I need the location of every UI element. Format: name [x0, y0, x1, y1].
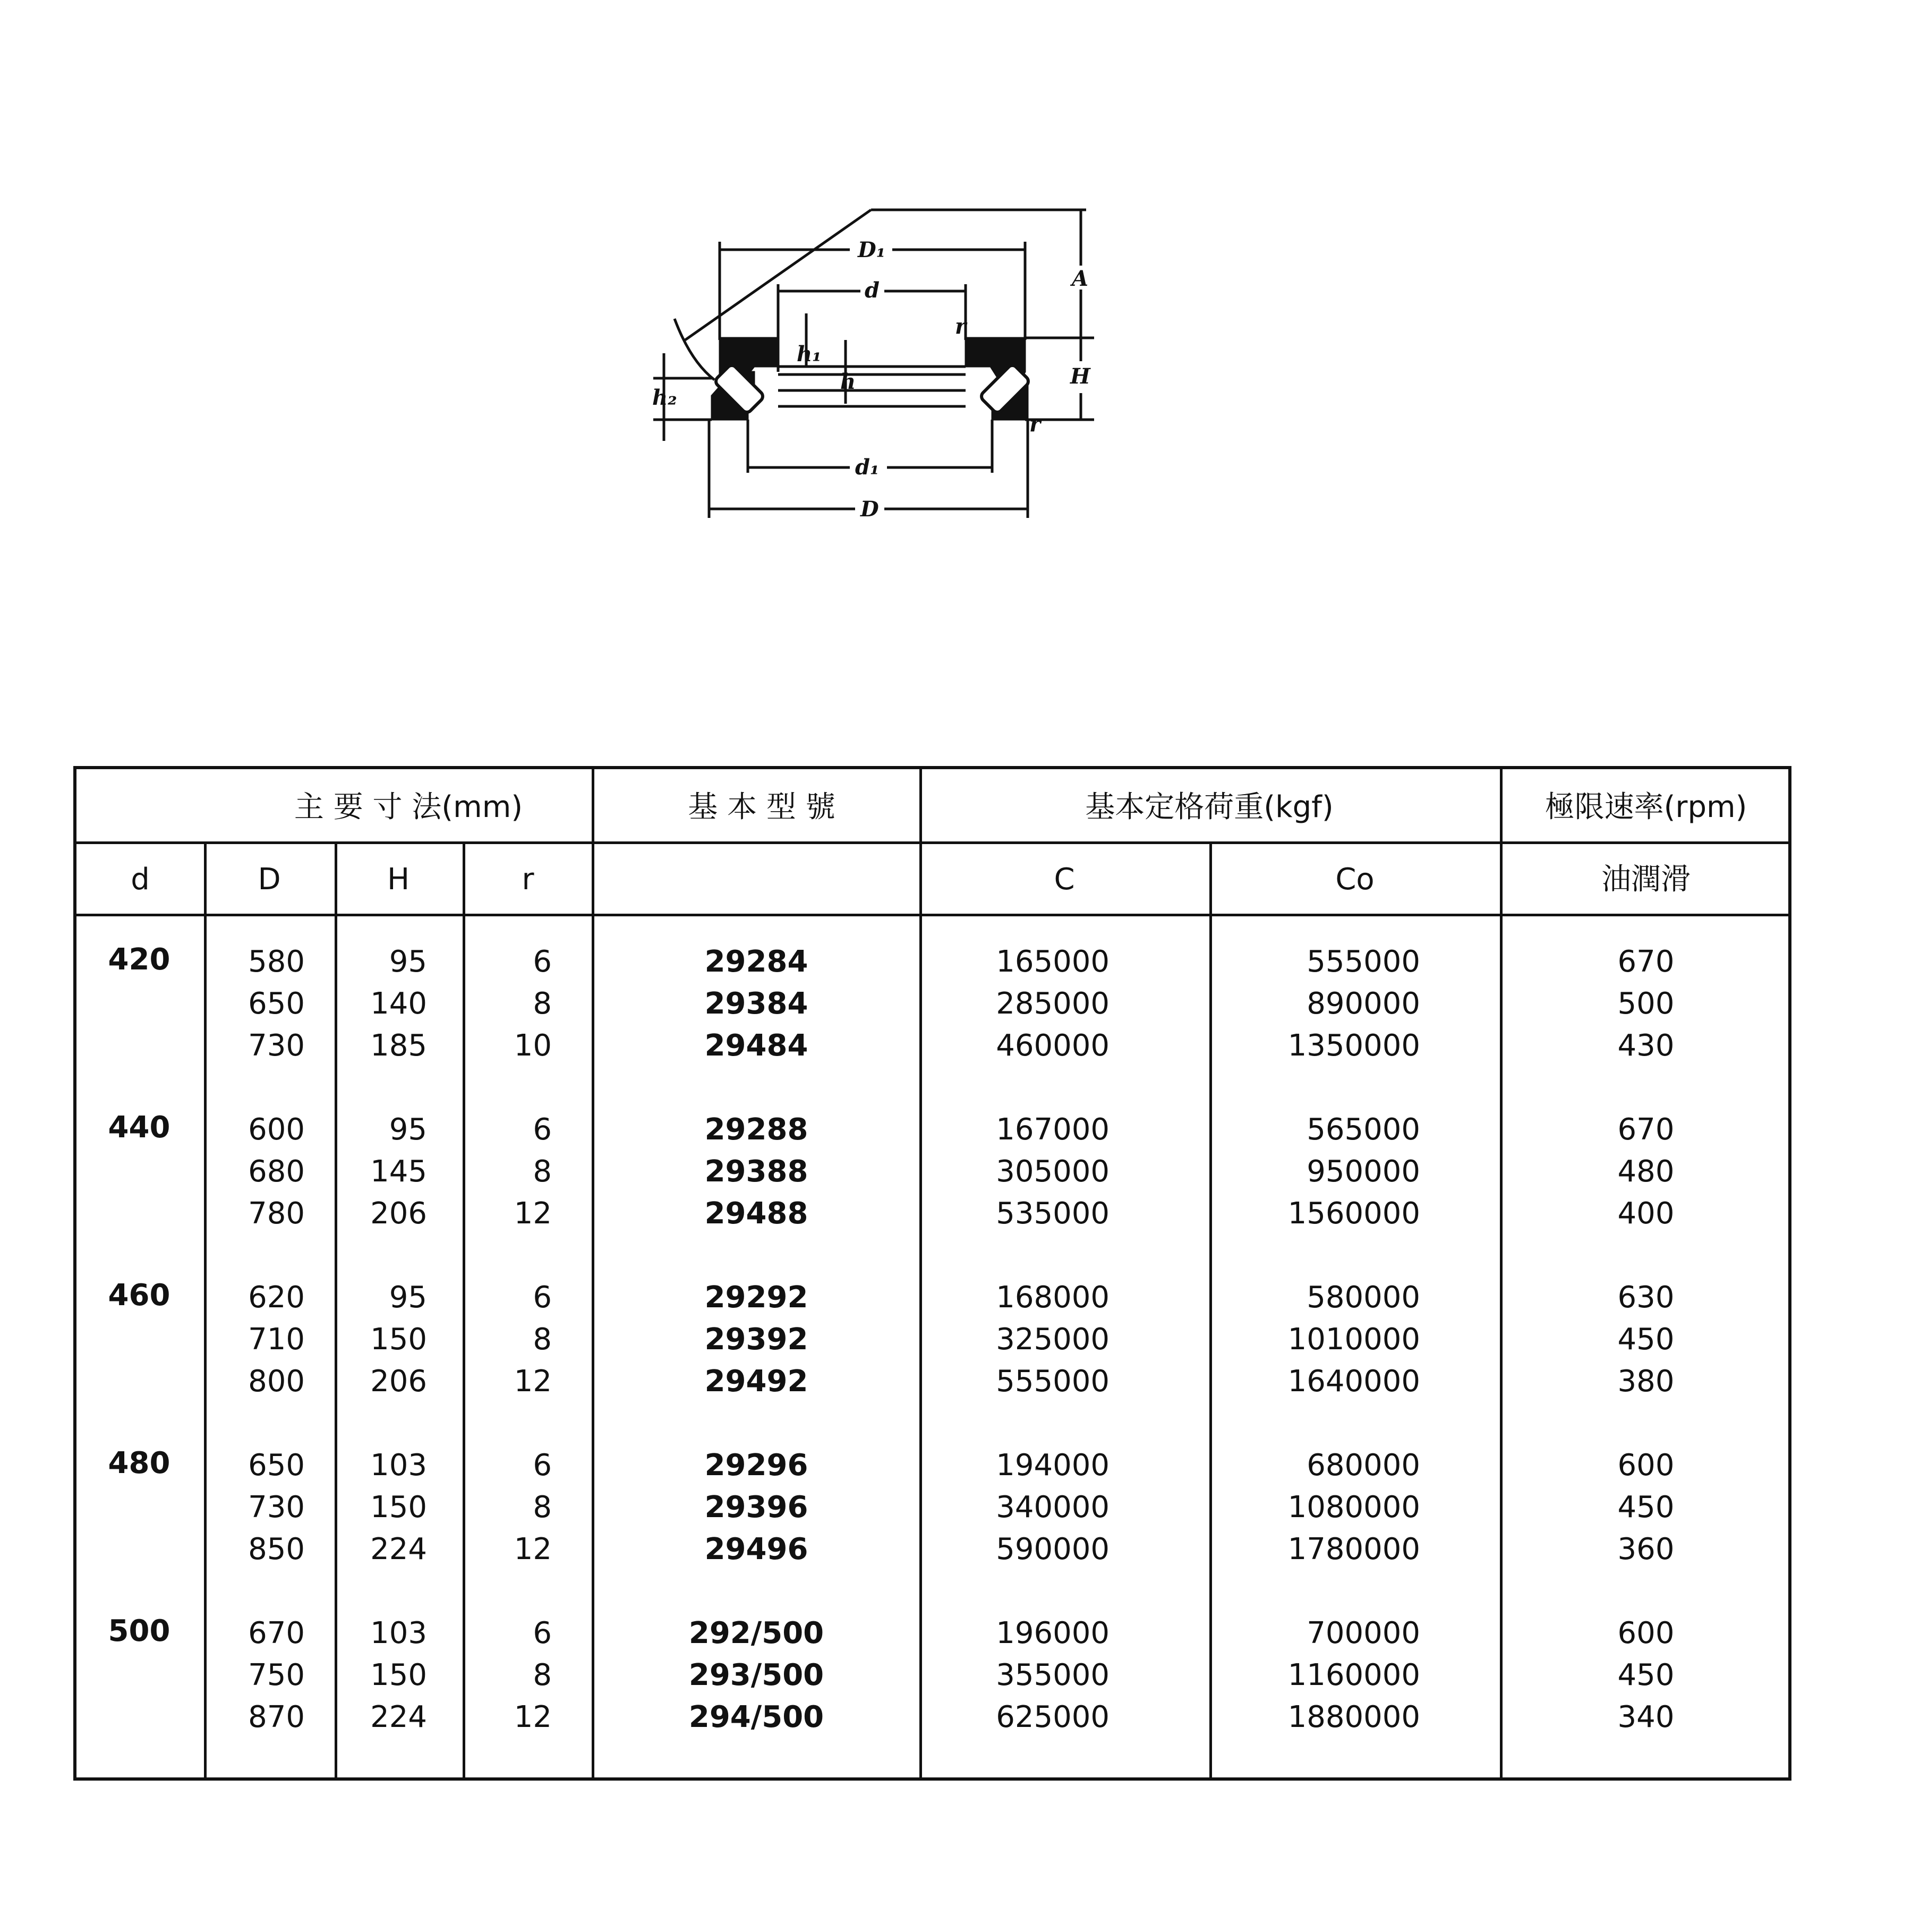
- cell-d: 420: [108, 942, 170, 977]
- cell-Co: 1080000: [1287, 1490, 1420, 1525]
- label-h2: h₂: [652, 385, 677, 410]
- cell-C: 196000: [996, 1616, 1110, 1650]
- subheader-H: H: [387, 862, 410, 897]
- cell-H: 150: [370, 1658, 427, 1692]
- cell-C: 194000: [996, 1448, 1110, 1483]
- cell-Co: 565000: [1307, 1112, 1420, 1147]
- cell-D: 680: [248, 1154, 305, 1189]
- cell-D: 580: [248, 944, 305, 979]
- cell-model: 29384: [704, 986, 808, 1021]
- cell-D: 750: [248, 1658, 305, 1692]
- label-D: D: [860, 497, 879, 522]
- cell-model: 29296: [704, 1448, 808, 1483]
- cell-d: 460: [108, 1278, 170, 1313]
- cell-C: 590000: [996, 1532, 1110, 1567]
- cell-H: 140: [370, 986, 427, 1021]
- cell-D: 730: [248, 1028, 305, 1063]
- cell-d: 500: [108, 1614, 170, 1648]
- cell-r: 8: [533, 986, 552, 1021]
- cell-H: 95: [389, 1112, 427, 1147]
- cell-D: 620: [248, 1280, 305, 1315]
- cell-speed: 630: [1617, 1280, 1675, 1315]
- label-A: A: [1072, 266, 1089, 291]
- sphere-arc: [675, 319, 714, 380]
- cell-model: 29392: [704, 1322, 808, 1357]
- cell-D: 650: [248, 986, 305, 1021]
- subheader-d: d: [131, 862, 150, 897]
- cell-r: 6: [533, 1448, 552, 1483]
- cell-H: 224: [370, 1532, 427, 1567]
- subheader-oil-lubrication: 油潤滑: [1601, 862, 1691, 897]
- label-D1: D₁: [858, 237, 886, 262]
- cell-D: 650: [248, 1448, 305, 1483]
- cell-r: 6: [533, 944, 552, 979]
- cell-model: 29292: [704, 1280, 808, 1315]
- cell-model: 292/500: [688, 1616, 824, 1650]
- cell-D: 850: [248, 1532, 305, 1567]
- cell-Co: 1780000: [1287, 1532, 1420, 1567]
- cell-r: 12: [514, 1364, 552, 1399]
- label-r-bottom: r: [1029, 412, 1041, 437]
- subheader-Co: Co: [1335, 862, 1375, 897]
- cell-r: 8: [533, 1322, 552, 1357]
- cell-D: 800: [248, 1364, 305, 1399]
- cell-C: 285000: [996, 986, 1110, 1021]
- cell-r: 12: [514, 1532, 552, 1567]
- cell-H: 224: [370, 1700, 427, 1734]
- cell-speed: 670: [1617, 944, 1675, 979]
- header-main-dimensions: 主 要 寸 法(mm): [294, 790, 523, 824]
- cell-model: 293/500: [688, 1658, 824, 1692]
- cell-model: 29496: [704, 1532, 808, 1567]
- label-d1: d₁: [855, 455, 880, 480]
- cell-Co: 1560000: [1287, 1196, 1420, 1231]
- cell-speed: 450: [1617, 1322, 1675, 1357]
- cell-Co: 680000: [1307, 1448, 1420, 1483]
- cell-d: 480: [108, 1446, 170, 1480]
- col-rule-d: [204, 841, 207, 1777]
- cell-r: 6: [533, 1616, 552, 1650]
- cell-model: 294/500: [688, 1700, 824, 1734]
- subheader-r: r: [522, 862, 534, 897]
- cell-D: 710: [248, 1322, 305, 1357]
- col-rule-r: [592, 769, 594, 1777]
- cell-Co: 950000: [1307, 1154, 1420, 1189]
- cell-r: 8: [533, 1154, 552, 1189]
- label-h: h: [840, 369, 856, 394]
- cell-speed: 600: [1617, 1616, 1675, 1650]
- col-rule-Co: [1500, 769, 1503, 1777]
- cell-model: 29388: [704, 1154, 808, 1189]
- cell-model: 29492: [704, 1364, 808, 1399]
- cell-C: 325000: [996, 1322, 1110, 1357]
- cell-r: 12: [514, 1196, 552, 1231]
- cell-speed: 430: [1617, 1028, 1675, 1063]
- cell-Co: 700000: [1307, 1616, 1420, 1650]
- cell-speed: 380: [1617, 1364, 1675, 1399]
- cell-speed: 480: [1617, 1154, 1675, 1189]
- cell-model: 29396: [704, 1490, 808, 1525]
- header-basic-model: 基 本 型 號: [688, 790, 835, 824]
- cell-C: 555000: [996, 1364, 1110, 1399]
- cell-speed: 450: [1617, 1658, 1675, 1692]
- cell-C: 167000: [996, 1112, 1110, 1147]
- cell-Co: 890000: [1307, 986, 1420, 1021]
- cell-C: 168000: [996, 1280, 1110, 1315]
- cell-H: 150: [370, 1490, 427, 1525]
- cell-speed: 400: [1617, 1196, 1675, 1231]
- header-load-rating: 基本定格荷重(kgf): [1085, 790, 1334, 824]
- cell-Co: 1640000: [1287, 1364, 1420, 1399]
- subheader-C: C: [1054, 862, 1075, 897]
- cell-C: 165000: [996, 944, 1110, 979]
- col-rule-D: [335, 841, 337, 1777]
- cell-Co: 580000: [1307, 1280, 1420, 1315]
- col-rule-model: [919, 769, 922, 1777]
- cell-speed: 600: [1617, 1448, 1675, 1483]
- cell-C: 355000: [996, 1658, 1110, 1692]
- cell-H: 145: [370, 1154, 427, 1189]
- cell-C: 625000: [996, 1700, 1110, 1734]
- cell-r: 6: [533, 1280, 552, 1315]
- cell-speed: 670: [1617, 1112, 1675, 1147]
- cell-H: 95: [389, 944, 427, 979]
- body-divider: [76, 914, 1788, 916]
- cell-speed: 450: [1617, 1490, 1675, 1525]
- label-r-top: r: [955, 314, 967, 339]
- cell-H: 206: [370, 1364, 427, 1399]
- cell-speed: 500: [1617, 986, 1675, 1021]
- cell-r: 8: [533, 1490, 552, 1525]
- col-rule-C: [1209, 841, 1212, 1777]
- cell-model: 29484: [704, 1028, 808, 1063]
- cell-r: 10: [514, 1028, 552, 1063]
- cell-Co: 1880000: [1287, 1700, 1420, 1734]
- cell-H: 150: [370, 1322, 427, 1357]
- cell-H: 95: [389, 1280, 427, 1315]
- col-rule-H: [463, 841, 465, 1777]
- label-H: H: [1070, 364, 1090, 389]
- cell-d: 440: [108, 1110, 170, 1145]
- cell-H: 103: [370, 1448, 427, 1483]
- cell-Co: 1350000: [1287, 1028, 1420, 1063]
- label-d: d: [865, 278, 880, 303]
- cell-C: 340000: [996, 1490, 1110, 1525]
- cell-speed: 340: [1617, 1700, 1675, 1734]
- cell-C: 460000: [996, 1028, 1110, 1063]
- cell-H: 206: [370, 1196, 427, 1231]
- cell-model: 29288: [704, 1112, 808, 1147]
- cell-r: 12: [514, 1700, 552, 1734]
- cell-D: 870: [248, 1700, 305, 1734]
- label-h1: h₁: [797, 342, 822, 367]
- cell-Co: 1010000: [1287, 1322, 1420, 1357]
- cell-D: 670: [248, 1616, 305, 1650]
- subheader-D: D: [258, 862, 281, 897]
- cell-C: 535000: [996, 1196, 1110, 1231]
- cell-model: 29488: [704, 1196, 808, 1231]
- bearing-spec-table: [73, 766, 1791, 1781]
- cell-D: 600: [248, 1112, 305, 1147]
- bearing-diagram: [0, 0, 1920, 637]
- header-speed-limit: 極限速率(rpm): [1544, 790, 1747, 824]
- cell-D: 730: [248, 1490, 305, 1525]
- cell-speed: 360: [1617, 1532, 1675, 1567]
- cell-Co: 1160000: [1287, 1658, 1420, 1692]
- cell-H: 103: [370, 1616, 427, 1650]
- cell-r: 6: [533, 1112, 552, 1147]
- cell-Co: 555000: [1307, 944, 1420, 979]
- cell-D: 780: [248, 1196, 305, 1231]
- header-divider: [76, 841, 1788, 844]
- cell-model: 29284: [704, 944, 808, 979]
- cell-H: 185: [370, 1028, 427, 1063]
- cell-C: 305000: [996, 1154, 1110, 1189]
- cell-r: 8: [533, 1658, 552, 1692]
